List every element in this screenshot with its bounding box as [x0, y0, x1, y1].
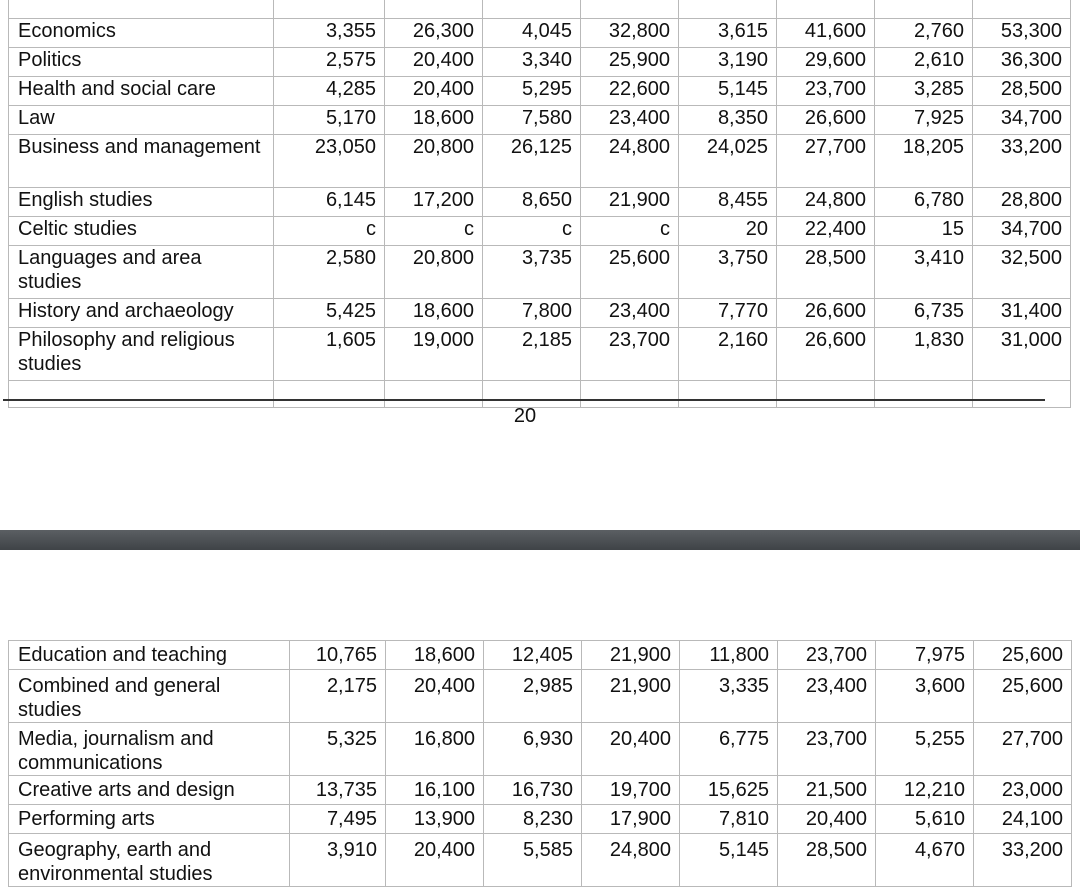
table-cell-value: 23,000 — [974, 776, 1072, 805]
table-cell-value: 27,700 — [777, 135, 875, 188]
table-cell-value: 7,580 — [483, 106, 581, 135]
table-cell-value: 32,500 — [973, 246, 1071, 299]
table-cell-value: 32,800 — [581, 19, 679, 48]
table-cell-value: 20,400 — [582, 723, 680, 776]
table-cell-value: 34,700 — [973, 217, 1071, 246]
table-cell-value: 16,730 — [484, 776, 582, 805]
table-row — [9, 776, 1072, 805]
salary-table-top — [8, 0, 1071, 408]
table-cell-value: 21,500 — [778, 776, 876, 805]
table-row — [9, 217, 1071, 246]
table-cell-value: 6,775 — [680, 723, 778, 776]
table-cell-value: 2,760 — [875, 19, 973, 48]
table-cell-value: 36,300 — [973, 48, 1071, 77]
table-cell-value: 22,600 — [581, 77, 679, 106]
table-row — [9, 135, 1071, 188]
table-cell-value: 4,285 — [274, 77, 385, 106]
table-cell-value: 2,985 — [484, 670, 582, 723]
table-cell-value: 26,600 — [777, 328, 875, 381]
table-cell-value: 26,300 — [385, 19, 483, 48]
table-cell-value: 18,600 — [386, 641, 484, 670]
table-cell-value: 7,495 — [290, 805, 386, 834]
table-cell-value: 5,425 — [274, 299, 385, 328]
table-row — [9, 77, 1071, 106]
table-row — [9, 19, 1071, 48]
table-cell-value: 3,355 — [274, 19, 385, 48]
table-cell-value: 23,700 — [777, 77, 875, 106]
table-cell-value: 28,800 — [973, 188, 1071, 217]
row-label: Politics — [9, 48, 274, 77]
table-cell-value: 21,900 — [582, 670, 680, 723]
row-label: Education and teaching — [9, 641, 290, 670]
footer-rule — [3, 399, 1045, 401]
table-cell-value: 5,610 — [876, 805, 974, 834]
table-cell-value: 7,810 — [680, 805, 778, 834]
table-cell-value: 28,500 — [973, 77, 1071, 106]
table-cell-value: 7,770 — [679, 299, 777, 328]
row-label: Business and management — [9, 135, 274, 188]
table-cell-value: c — [385, 217, 483, 246]
table-cell-value: 24,100 — [974, 805, 1072, 834]
table-cell-value: 20,800 — [385, 246, 483, 299]
table-cell-value: 20,800 — [385, 135, 483, 188]
page-break-divider — [0, 530, 1080, 550]
row-label: Celtic studies — [9, 217, 274, 246]
table-cell-value: 2,610 — [875, 48, 973, 77]
table-cell-value: 33,200 — [973, 135, 1071, 188]
table-cell-value: 3,190 — [679, 48, 777, 77]
table-row — [9, 328, 1071, 381]
row-label: History and archaeology — [9, 299, 274, 328]
table-cell-value: 11,800 — [680, 641, 778, 670]
table-cell-value: 2,580 — [274, 246, 385, 299]
table-cell-value: 26,125 — [483, 135, 581, 188]
table-cell-value: 6,735 — [875, 299, 973, 328]
table-cell-value: 15,625 — [680, 776, 778, 805]
table-cell-value: 23,700 — [778, 723, 876, 776]
table-cell-value: 6,780 — [875, 188, 973, 217]
table-cell-value: 1,830 — [875, 328, 973, 381]
table-cell-value: 8,230 — [484, 805, 582, 834]
table-cell-value: 27,700 — [974, 723, 1072, 776]
table-cell-value: 25,600 — [974, 641, 1072, 670]
table-cell-value: 2,575 — [274, 48, 385, 77]
table-cell-value: 15 — [875, 217, 973, 246]
table-cell-value: c — [483, 217, 581, 246]
table-cell-value: 24,800 — [582, 834, 680, 887]
table-cell-value: 3,410 — [875, 246, 973, 299]
table-cell-value: 8,650 — [483, 188, 581, 217]
table-cell-value: 19,000 — [385, 328, 483, 381]
table-cell-value: 34,700 — [973, 106, 1071, 135]
row-label: Performing arts — [9, 805, 290, 834]
table-cell-value: 3,750 — [679, 246, 777, 299]
table-cell-value: 33,200 — [974, 834, 1072, 887]
table-row — [9, 834, 1072, 887]
table-cell-value: 10,765 — [290, 641, 386, 670]
table-row — [9, 106, 1071, 135]
table-cell-value: 18,600 — [385, 299, 483, 328]
table-cell-value: 3,285 — [875, 77, 973, 106]
table-cell-value: 13,900 — [386, 805, 484, 834]
table-cell-value: 23,400 — [581, 106, 679, 135]
table-row — [9, 641, 1072, 670]
table-cell-value: 16,800 — [386, 723, 484, 776]
table-row — [9, 299, 1071, 328]
table-cell-value: 7,975 — [876, 641, 974, 670]
table-cell-value: 24,800 — [581, 135, 679, 188]
table-cell-value: 2,160 — [679, 328, 777, 381]
salary-table-top-body — [9, 0, 1071, 408]
table-cell-value: 28,500 — [777, 246, 875, 299]
table-cell-value: 5,145 — [680, 834, 778, 887]
table-cell-value: 41,600 — [777, 19, 875, 48]
table-cell-value: 17,900 — [582, 805, 680, 834]
table-cell-value: 20,400 — [778, 805, 876, 834]
table-cell-value: 12,405 — [484, 641, 582, 670]
row-label: Geography, earth and environmental studies — [9, 834, 290, 887]
table-cell-value: 23,050 — [274, 135, 385, 188]
table-row-partial — [9, 0, 1071, 19]
row-label: Economics — [9, 19, 274, 48]
table-cell-value: 6,930 — [484, 723, 582, 776]
table-cell-value: 20,400 — [386, 834, 484, 887]
table-cell-value: 1,605 — [274, 328, 385, 381]
table-cell-value: 22,400 — [777, 217, 875, 246]
table-cell-value: 31,400 — [973, 299, 1071, 328]
table-cell-value: 3,910 — [290, 834, 386, 887]
table-cell-value: 24,800 — [777, 188, 875, 217]
table-row — [9, 188, 1071, 217]
table-cell-value: 20,400 — [385, 77, 483, 106]
table-cell-value: 20 — [679, 217, 777, 246]
table-cell-value: 26,600 — [777, 106, 875, 135]
row-label: Philosophy and religious studies — [9, 328, 274, 381]
table-row — [9, 246, 1071, 299]
table-row — [9, 805, 1072, 834]
table-cell-value: 5,295 — [483, 77, 581, 106]
table-cell-value: 24,025 — [679, 135, 777, 188]
table-cell-value: 16,100 — [386, 776, 484, 805]
table-cell-value: 20,400 — [386, 670, 484, 723]
table-cell-value: 8,455 — [679, 188, 777, 217]
table-cell-value: 25,900 — [581, 48, 679, 77]
table-cell-value: 28,500 — [778, 834, 876, 887]
table-cell-value: 25,600 — [974, 670, 1072, 723]
table-cell-value: 31,000 — [973, 328, 1071, 381]
table-cell-value: 25,600 — [581, 246, 679, 299]
table-cell-value: 7,800 — [483, 299, 581, 328]
table-cell-value: 8,350 — [679, 106, 777, 135]
page-number: 20 — [513, 405, 537, 427]
salary-table-bottom-body — [9, 641, 1072, 887]
table-cell-value: 3,600 — [876, 670, 974, 723]
table-cell-value: 6,145 — [274, 188, 385, 217]
table-row-empty — [9, 381, 1071, 408]
table-cell-value: 3,335 — [680, 670, 778, 723]
salary-table-bottom — [8, 640, 1072, 887]
table-cell-value: 29,600 — [777, 48, 875, 77]
table-cell-value: c — [274, 217, 385, 246]
table-cell-value: 19,700 — [582, 776, 680, 805]
table-cell-value: 3,615 — [679, 19, 777, 48]
table-row — [9, 48, 1071, 77]
table-cell-value: 23,400 — [778, 670, 876, 723]
table-cell-value: 5,255 — [876, 723, 974, 776]
table-cell-value: 5,325 — [290, 723, 386, 776]
table-cell-value: 12,210 — [876, 776, 974, 805]
table-cell-value: 5,145 — [679, 77, 777, 106]
table-cell-value: 21,900 — [581, 188, 679, 217]
table-cell-value: 18,205 — [875, 135, 973, 188]
table-cell-value: 5,170 — [274, 106, 385, 135]
row-label: Media, journalism and communications — [9, 723, 290, 776]
table-cell-value: 18,600 — [385, 106, 483, 135]
table-cell-value: 4,670 — [876, 834, 974, 887]
table-row — [9, 723, 1072, 776]
row-label: Creative arts and design — [9, 776, 290, 805]
table-cell-value: 20,400 — [385, 48, 483, 77]
table-cell-value: c — [581, 217, 679, 246]
table-cell-value: 17,200 — [385, 188, 483, 217]
table-cell-value: 2,185 — [483, 328, 581, 381]
table-cell-value: 23,400 — [581, 299, 679, 328]
table-cell-value: 4,045 — [483, 19, 581, 48]
table-cell-value: 7,925 — [875, 106, 973, 135]
row-label: Languages and area studies — [9, 246, 274, 299]
row-label: Law — [9, 106, 274, 135]
table-cell-value: 13,735 — [290, 776, 386, 805]
table-cell-value: 23,700 — [778, 641, 876, 670]
table-cell-value: 3,340 — [483, 48, 581, 77]
row-label: Combined and general studies — [9, 670, 290, 723]
table-row — [9, 670, 1072, 723]
table-cell-value: 2,175 — [290, 670, 386, 723]
row-label: English studies — [9, 188, 274, 217]
table-cell-value: 5,585 — [484, 834, 582, 887]
table-cell-value: 23,700 — [581, 328, 679, 381]
table-cell-value: 53,300 — [973, 19, 1071, 48]
row-label: Health and social care — [9, 77, 274, 106]
table-cell-value: 3,735 — [483, 246, 581, 299]
table-cell-value: 21,900 — [582, 641, 680, 670]
table-cell-value: 26,600 — [777, 299, 875, 328]
